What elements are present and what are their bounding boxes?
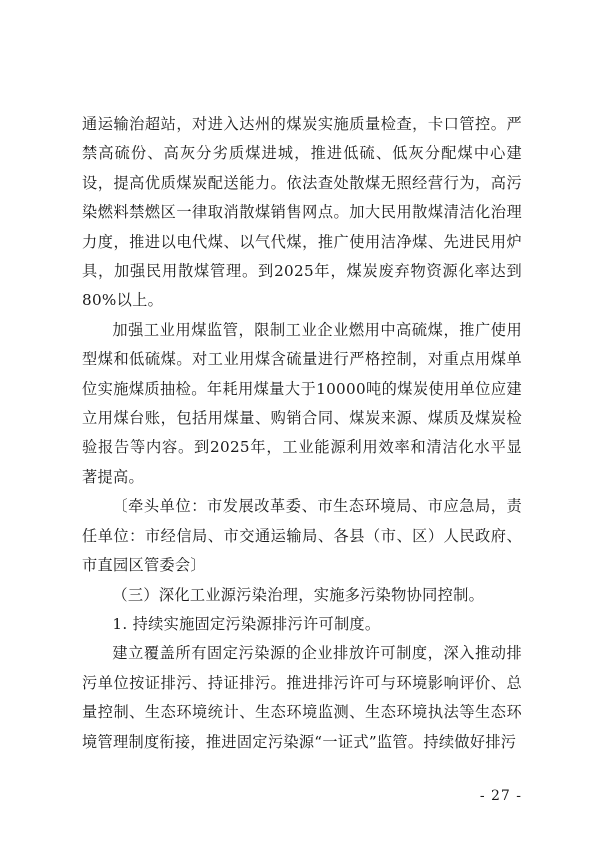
paragraph-industrial-coal-supervision: 加强工业用煤监管，限制工业企业燃用中高硫煤，推广使用型煤和低硫煤。对工业用煤含硫量进行严格控制，对重点用煤单位实施煤质抽检。年耗用煤量大于10000吨的煤炭使用单位应建立用煤台账，包括用煤量、购销合同、煤炭来源、煤质及煤炭检验报告等内容。到2025年，工业能源利用效率和清洁化水平显著提高。: [82, 320, 522, 486]
paragraph-permit-system: 建立覆盖所有固定污染源的企业排放许可制度，深入推动排污单位按证排污、持证排污。推进排污许可与环境影响评价、总量控制、生态环境统计、生态环境监测、生态环境执法等生态环境管理制度衔接，推进固定污染源“一证式”监管。持续做好排污: [82, 644, 522, 751]
body-text: [82, 110, 522, 757]
page-number: - 27 -: [479, 788, 522, 804]
paragraph-coal-quality-control: 通运输治超站，对进入达州的煤炭实施质量检查，卡口管控。严禁高硫份、高灰分劣质煤进城，推进低硫、低灰分配煤中心建设，提高优质煤炭配送能力。依法查处散煤无照经营行为，高污染燃料禁燃区一律取消散煤销售网点。加大民用散煤清洁化治理力度，推进以电代煤、以气代煤，推广使用洁净煤、先进民用炉具，加强民用散煤管理。到2025年，煤炭废弃物资源化率达到80%以上。: [82, 115, 522, 310]
section-heading-industrial-pollution: （三）深化工业源污染治理，实施多污染物协同控制。: [112, 585, 485, 604]
paragraph-responsible-units: 〔牵头单位：市发展改革委、市生态环境局、市应急局，责任单位：市经信局、市交通运输局、各县（市、区）人民政府、市直园区管委会〕: [82, 497, 522, 575]
subsection-heading-permit-system: 1. 持续实施固定污染源排污许可制度。: [112, 614, 381, 633]
